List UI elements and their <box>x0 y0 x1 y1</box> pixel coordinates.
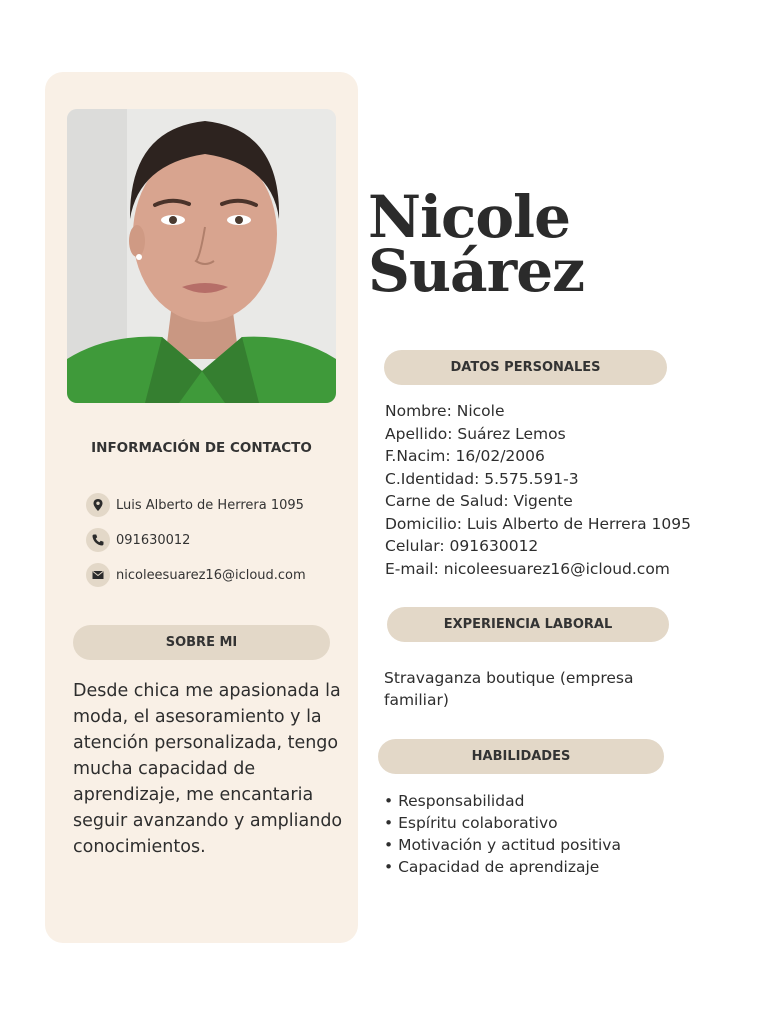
skills-heading: HABILIDADES <box>378 739 664 774</box>
profile-photo <box>67 109 336 403</box>
envelope-icon <box>86 563 110 587</box>
info-line: Nombre: Nicole <box>385 402 505 420</box>
about-text: Desde chica me apasionada la moda, el asesoramiento y la atención personalizada, tengo mucha capacidad de aprendizaje, me encantaria seguir avanzando y ampliando conocimientos. <box>73 681 343 857</box>
info-line: C.Identidad: 5.575.591-3 <box>385 469 579 488</box>
info-line: Celular: 091630012 <box>385 537 539 555</box>
contact-phone-row <box>86 529 190 551</box>
person-name <box>368 183 585 305</box>
skills-list <box>384 790 704 878</box>
skill-item: • Motivación y actitud positiva <box>384 836 621 854</box>
contact-email: nicoleesuarez16@icloud.com <box>116 567 306 583</box>
personal-data-list <box>385 400 745 580</box>
info-line: Carne de Salud: Vigente <box>385 492 573 510</box>
experience-text: Stravaganza boutique (empresa familiar) <box>384 669 634 709</box>
skill-item: • Espíritu colaborativo <box>384 814 558 832</box>
contact-address: Luis Alberto de Herrera 1095 <box>116 497 304 513</box>
last-name: Suárez <box>368 237 585 305</box>
contact-heading: INFORMACIÓN DE CONTACTO <box>91 440 312 456</box>
phone-icon <box>86 528 110 552</box>
skill-item: • Capacidad de aprendizaje <box>384 858 600 876</box>
contact-phone: 091630012 <box>116 532 191 548</box>
info-line: Domicilio: Luis Alberto de Herrera 1095 <box>385 514 691 533</box>
location-pin-icon <box>86 493 110 517</box>
info-line: E-mail: nicoleesuarez16@icloud.com <box>385 559 670 578</box>
skill-item: • Responsabilidad <box>384 792 525 810</box>
first-name: Nicole <box>368 183 570 251</box>
experience-heading: EXPERIENCIA LABORAL <box>387 607 669 642</box>
contact-email-row <box>86 564 306 586</box>
about-heading: SOBRE MI <box>73 625 330 660</box>
contact-address-row <box>86 494 304 516</box>
personal-data-heading: DATOS PERSONALES <box>384 350 667 385</box>
info-line: Apellido: Suárez Lemos <box>385 424 566 443</box>
info-line: F.Nacim: 16/02/2006 <box>385 447 545 465</box>
